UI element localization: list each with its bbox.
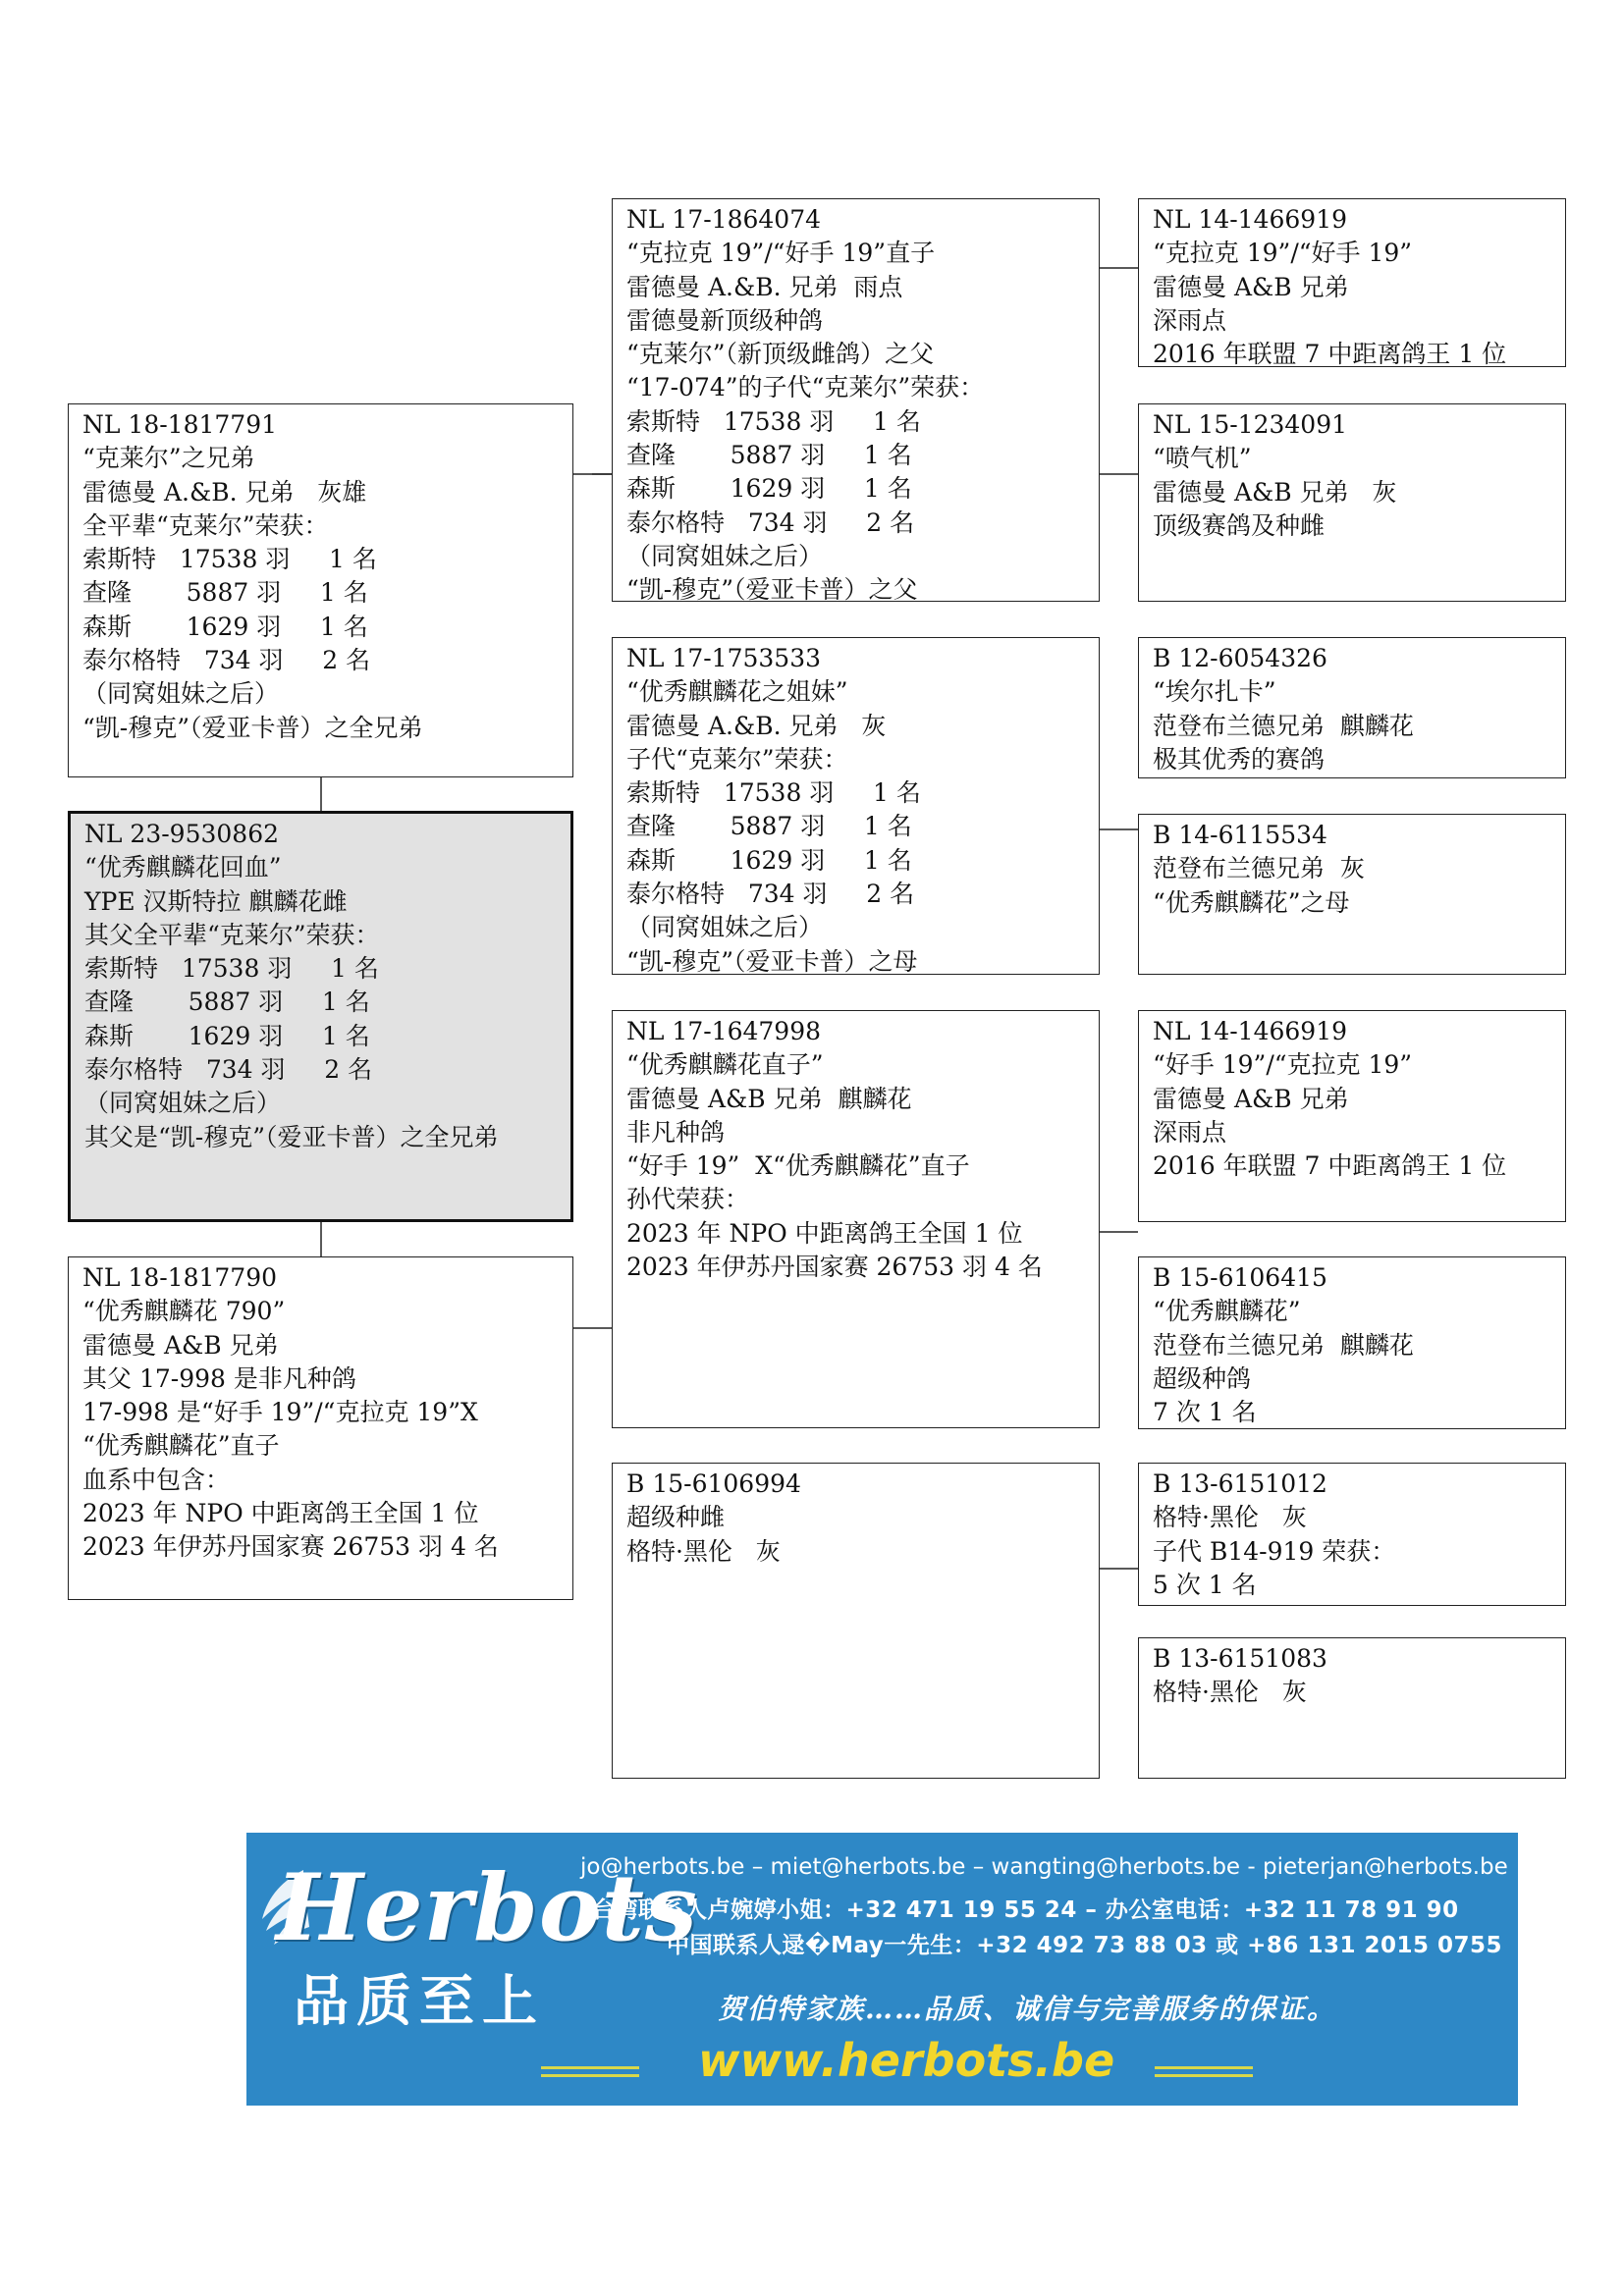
- decorative-line-left: [541, 2066, 639, 2069]
- pedigree-text-line: 其父是“凯-穆克”（爱亚卡普）之全兄弟: [84, 1122, 499, 1151]
- pedigree-text-line: 顶级赛鸽及种雌: [1153, 510, 1326, 540]
- pedigree-text-line: 范登布兰德兄弟 灰: [1153, 854, 1365, 883]
- pedigree-text-line: 森斯 1629 羽 1 名: [82, 612, 368, 641]
- pedigree-text-line: “优秀麒麟花”直子: [82, 1431, 280, 1461]
- great-grandparent-5-box: [1138, 1010, 1566, 1222]
- pedigree-text-line: “优秀麒麟花回血”: [84, 853, 282, 882]
- china-contact: 中国联系人逯�May一先生：+32 492 73 88 03 或 +86 131 2015 0755: [667, 1933, 1502, 1958]
- pedigree-text-line: “优秀麒麟花”: [1153, 1297, 1301, 1326]
- great-grandparent-3-box: [1138, 637, 1566, 778]
- pedigree-text-line: 格特·黑伦 灰: [1153, 1678, 1307, 1707]
- grandsire-paternal-box: [612, 198, 1100, 602]
- slogan: 品质至上: [294, 1970, 545, 2034]
- pedigree-text-line: 2023 年伊苏丹国家赛 26753 羽 4 名: [626, 1253, 1043, 1282]
- pedigree-text-line: 索斯特 17538 羽 1 名: [626, 406, 921, 436]
- pedigree-text-line: （同窝姐妹之后）: [626, 541, 824, 570]
- pedigree-text-line: “克莱尔”之兄弟: [82, 444, 255, 473]
- pedigree-text-line: 雷德曼 A&B 兄弟: [1153, 272, 1349, 301]
- ring-number: B 15-6106994: [626, 1469, 801, 1498]
- pedigree-text-line: 雷德曼 A&B 兄弟 麒麟花: [626, 1084, 912, 1113]
- pedigree-text-line: （同窝姐妹之后）: [626, 913, 824, 942]
- herbots-logo: Herbots: [276, 1854, 698, 1962]
- ring-number: NL 18-1817791: [82, 410, 278, 439]
- pedigree-text-line: 格特·黑伦 灰: [626, 1536, 781, 1566]
- pedigree-text-line: “凯-穆克”（爱亚卡普）之母: [626, 946, 918, 975]
- pedigree-text-line: 子代 B14-919 荣获：: [1153, 1536, 1396, 1566]
- decorative-line-left-2: [541, 2074, 639, 2077]
- pedigree-text-line: 子代“克莱尔”荣获：: [626, 744, 848, 774]
- great-grandparent-7-box: [1138, 1463, 1566, 1606]
- ring-number: NL 18-1817790: [82, 1263, 278, 1292]
- great-grandparent-8-box: [1138, 1637, 1566, 1779]
- pedigree-text-line: “优秀麒麟花直子”: [626, 1050, 824, 1080]
- decorative-line-right: [1155, 2066, 1253, 2069]
- pedigree-text-line: 索斯特 17538 羽 1 名: [84, 954, 379, 984]
- pedigree-text-line: 17-998 是“好手 19”/“克拉克 19”X: [82, 1398, 478, 1427]
- pedigree-text-line: 森斯 1629 羽 1 名: [626, 474, 912, 504]
- pedigree-text-line: “好手 19”/“克拉克 19”: [1153, 1050, 1413, 1080]
- pedigree-text-line: 泰尔格特 734 羽 2 名: [626, 880, 915, 909]
- pedigree-text-line: 雷德曼 A&B 兄弟 灰: [1153, 477, 1397, 507]
- pedigree-text-line: 深雨点: [1153, 1117, 1227, 1147]
- pedigree-text-line: 森斯 1629 羽 1 名: [626, 845, 912, 875]
- pedigree-text-line: “优秀麒麟花”之母: [1153, 887, 1350, 917]
- pedigree-text-line: 查隆 5887 羽 1 名: [626, 812, 912, 841]
- pedigree-text-line: 查隆 5887 羽 1 名: [84, 988, 370, 1017]
- pedigree-text-line: 5 次 1 名: [1153, 1570, 1257, 1599]
- herbots-contact-banner: [246, 1833, 1518, 2106]
- ring-number: NL 14-1466919: [1153, 205, 1348, 234]
- pedigree-text-line: 泰尔格特 734 羽 2 名: [626, 507, 915, 537]
- pedigree-text-line: 血系中包含：: [82, 1465, 231, 1494]
- pedigree-text-line: 泰尔格特 734 羽 2 名: [82, 646, 371, 675]
- pedigree-text-line: “17-074”的子代“克莱尔”荣获：: [626, 373, 985, 402]
- pedigree-text-line: 查隆 5887 羽 1 名: [82, 578, 368, 608]
- pedigree-text-line: （同窝姐妹之后）: [84, 1089, 282, 1118]
- email-addresses[interactable]: jo@herbots.be – miet@herbots.be – wangting@herbots.be - pieterjan@herbots.be: [580, 1854, 1508, 1880]
- pedigree-text-line: 2023 年伊苏丹国家赛 26753 羽 4 名: [82, 1532, 499, 1562]
- pedigree-text-line: 索斯特 17538 羽 1 名: [626, 778, 921, 808]
- ring-number: B 13-6151012: [1153, 1469, 1327, 1498]
- pedigree-text-line: 森斯 1629 羽 1 名: [84, 1021, 370, 1050]
- pedigree-text-line: 格特·黑伦 灰: [1153, 1503, 1307, 1532]
- ring-number: NL 23-9530862: [84, 820, 280, 848]
- pedigree-text-line: 2016 年联盟 7 中距离鸽王 1 位: [1153, 340, 1507, 367]
- pedigree-text-line: 雷德曼 A&B 兄弟: [1153, 1084, 1349, 1113]
- granddam-paternal-box: [612, 637, 1100, 975]
- ring-number: B 15-6106415: [1153, 1263, 1327, 1292]
- subject-pigeon-box: [68, 811, 573, 1222]
- pedigree-text-line: （同窝姐妹之后）: [82, 679, 280, 709]
- pedigree-text-line: 2023 年 NPO 中距离鸽王全国 1 位: [626, 1218, 1023, 1248]
- sire-box: [68, 403, 573, 777]
- pedigree-text-line: 雷德曼新顶级种鸽: [626, 305, 824, 335]
- pedigree-text-line: “优秀麒麟花 790”: [82, 1297, 286, 1326]
- tagline: 贺伯特家族……品质、诚信与完善服务的保证。: [718, 1993, 1337, 2025]
- pedigree-text-line: 超级种雌: [626, 1503, 726, 1532]
- dam-box: [68, 1256, 573, 1600]
- pedigree-text-line: 范登布兰德兄弟 麒麟花: [1153, 711, 1414, 740]
- pedigree-text-line: 孙代荣获：: [626, 1185, 750, 1214]
- pedigree-text-line: 其父 17-998 是非凡种鸽: [82, 1363, 356, 1393]
- pedigree-text-line: 深雨点: [1153, 305, 1227, 335]
- pedigree-text-line: 雷德曼 A&B 兄弟: [82, 1330, 279, 1360]
- pedigree-text-line: “克拉克 19”/“好手 19”直子: [626, 239, 936, 268]
- ring-number: NL 14-1466919: [1153, 1017, 1348, 1045]
- ring-number: NL 17-1864074: [626, 205, 822, 234]
- ring-number: B 12-6054326: [1153, 644, 1327, 672]
- ring-number: B 13-6151083: [1153, 1644, 1327, 1673]
- pedigree-text-line: 极其优秀的赛鸽: [1153, 744, 1326, 774]
- great-grandparent-6-box: [1138, 1256, 1566, 1429]
- pedigree-text-line: 全平辈“克莱尔”荣获：: [82, 510, 329, 540]
- pedigree-text-line: 非凡种鸽: [626, 1117, 726, 1147]
- decorative-line-right-2: [1155, 2074, 1253, 2077]
- pedigree-text-line: 7 次 1 名: [1153, 1398, 1257, 1427]
- granddam-maternal-box: [612, 1463, 1100, 1779]
- pedigree-text-line: “克拉克 19”/“好手 19”: [1153, 239, 1413, 268]
- pedigree-text-line: 范登布兰德兄弟 麒麟花: [1153, 1330, 1414, 1360]
- ring-number: B 14-6115534: [1153, 821, 1327, 849]
- website-link[interactable]: www.herbots.be: [698, 2034, 1115, 2087]
- pedigree-text-line: 其父全平辈“克莱尔”荣获：: [84, 920, 380, 949]
- pedigree-text-line: 查隆 5887 羽 1 名: [626, 441, 912, 470]
- pedigree-text-line: 索斯特 17538 羽 1 名: [82, 545, 377, 574]
- grandsire-maternal-box: [612, 1010, 1100, 1428]
- pedigree-text-line: 2016 年联盟 7 中距离鸽王 1 位: [1153, 1151, 1507, 1181]
- pedigree-text-line: YPE 汉斯特拉 麒麟花雌: [84, 886, 348, 916]
- pedigree-text-line: 超级种鸽: [1153, 1363, 1252, 1393]
- pedigree-text-line: “埃尔扎卡”: [1153, 677, 1276, 707]
- great-grandparent-2-box: [1138, 403, 1566, 602]
- pedigree-text-line: “喷气机”: [1153, 444, 1252, 473]
- pedigree-text-line: “好手 19” X“优秀麒麟花”直子: [626, 1151, 970, 1181]
- great-grandparent-1-box: [1138, 198, 1566, 367]
- pedigree-text-line: 雷德曼 A.&B. 兄弟 灰: [626, 711, 887, 740]
- pedigree-text-line: 2023 年 NPO 中距离鸽王全国 1 位: [82, 1499, 479, 1528]
- pedigree-text-line: “克莱尔”（新顶级雌鸽）之父: [626, 340, 935, 369]
- pedigree-text-line: “凯-穆克”（爱亚卡普）之全兄弟: [82, 713, 423, 742]
- ring-number: NL 15-1234091: [1153, 410, 1348, 439]
- pedigree-text-line: “优秀麒麟花之姐妹”: [626, 677, 848, 707]
- pedigree-text-line: 雷德曼 A.&B. 兄弟 雨点: [626, 272, 903, 301]
- pedigree-text-line: 泰尔格特 734 羽 2 名: [84, 1055, 373, 1085]
- ring-number: NL 17-1753533: [626, 644, 822, 672]
- great-grandparent-4-box: [1138, 814, 1566, 975]
- pedigree-text-line: “凯-穆克”（爱亚卡普）之父: [626, 575, 918, 602]
- taiwan-contact: 台湾联系人卢婉婷小姐：+32 471 19 55 24 – 办公室电话：+32 11 78 91 90: [592, 1897, 1459, 1923]
- pedigree-text-line: 雷德曼 A.&B. 兄弟 灰雄: [82, 477, 367, 507]
- ring-number: NL 17-1647998: [626, 1017, 822, 1045]
